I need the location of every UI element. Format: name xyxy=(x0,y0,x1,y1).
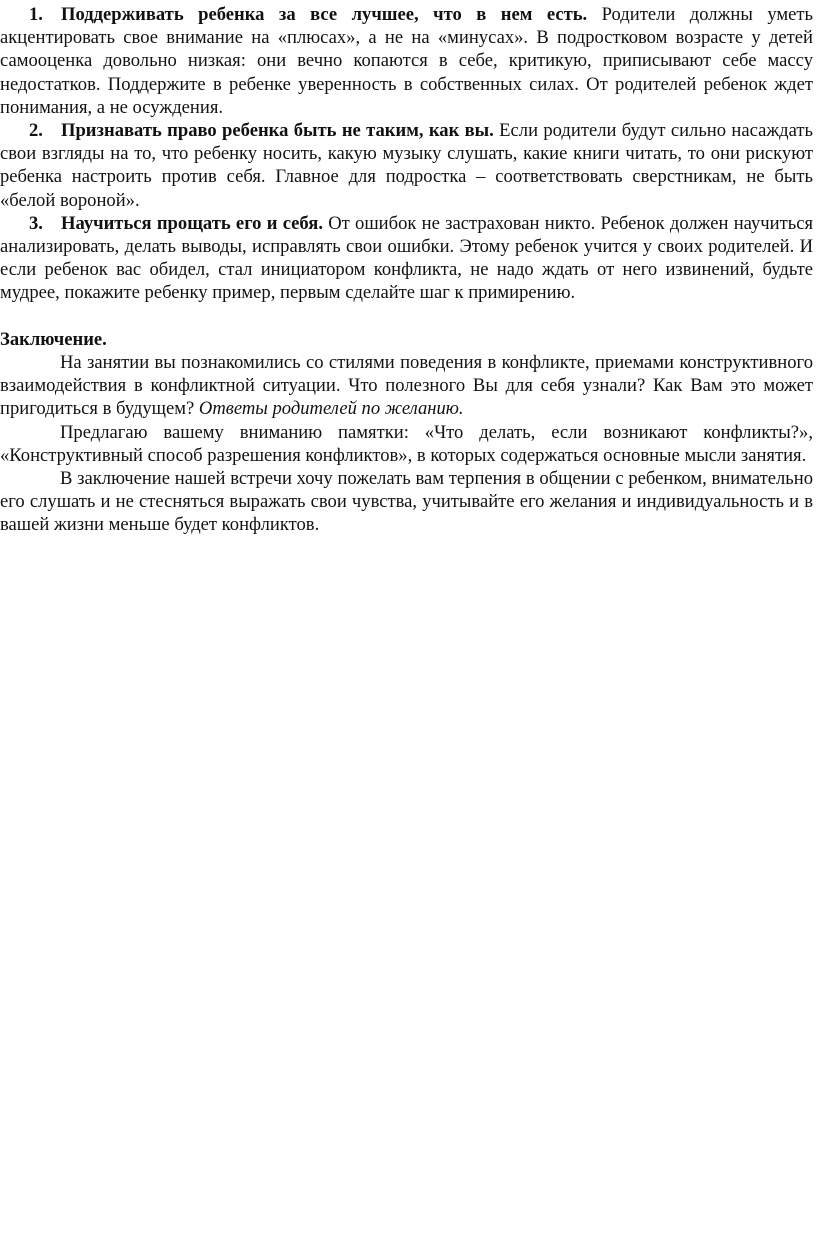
list-item-lead: Научиться прощать его и себя. xyxy=(61,212,323,234)
section-spacer xyxy=(0,305,813,328)
list-item-1 xyxy=(0,3,813,119)
list-item-body: От ошибок не застрахован никто. Ребенок должен научиться анализировать, делать выводы, исправлять свои ошибки. Этому ребенок учится у своих родителей. И если ребенок вас обидел, стал инициатором конфликта, не надо ждать от него извинений, будьте мудрее, покажите ребенку пример, первым сделайте шаг к примирению. xyxy=(0,212,813,304)
conclusion-paragraph-1-italic: Ответы родителей по желанию. xyxy=(198,398,464,420)
conclusion-paragraph-1-text: На занятии вы познакомились со стилями поведения в конфликте, приемами конструктивного взаимодействия в конфликтной ситуации. Что полезного Вы для себя узнали? Как Вам это может пригодиться в будущем? xyxy=(0,352,813,420)
list-item-3 xyxy=(0,212,813,305)
conclusion-paragraph-1 xyxy=(0,351,813,421)
list-number: 2. xyxy=(29,120,43,142)
list-item-2 xyxy=(0,119,813,212)
conclusion-paragraph-3: В заключение нашей встречи хочу пожелать вам терпения в общении с ребенком, внимательно его слушать и не стесняться выражать свои чувства, учитывайте его желания и индивидуальность и в вашей жизни меньше будет конфликтов. xyxy=(0,468,813,536)
list-item-lead: Признавать право ребенка быть не таким, как вы. xyxy=(61,120,494,142)
list-number: 3. xyxy=(29,212,43,234)
conclusion-heading: Заключение. xyxy=(0,328,107,350)
list-number: 1. xyxy=(29,4,43,25)
list-item-body: Родители должны уметь акцентировать свое внимание на «плюсах», а не на «минусах». В подростковом возрасте у детей самооценка довольно низкая: они вечно копаются в себе, критикую, приписывают себе массу недостатков. Поддержите в ребенке уверенность в собственных силах. От родителей ребенок ждет понимания, а не осуждения. xyxy=(0,4,813,118)
list-item-lead: Поддерживать ребенка за все лучшее, что в нем есть. xyxy=(61,4,588,25)
conclusion-paragraph-2: Предлагаю вашему вниманию памятки: «Что делать, если возникают конфликты?», «Конструктивный способ разрешения конфликтов», в которых содержаться основные мысли занятия. xyxy=(0,421,813,466)
list-item-body: Если родители будут сильно насаждать свои взгляды на то, что ребенку носить, какую музыку слушать, какие книги читать, то они рискуют ребенка настроить против себя. Главное для подростка – соответствовать сверстникам, не быть «белой вороной». xyxy=(0,120,814,211)
document-body xyxy=(0,3,813,537)
